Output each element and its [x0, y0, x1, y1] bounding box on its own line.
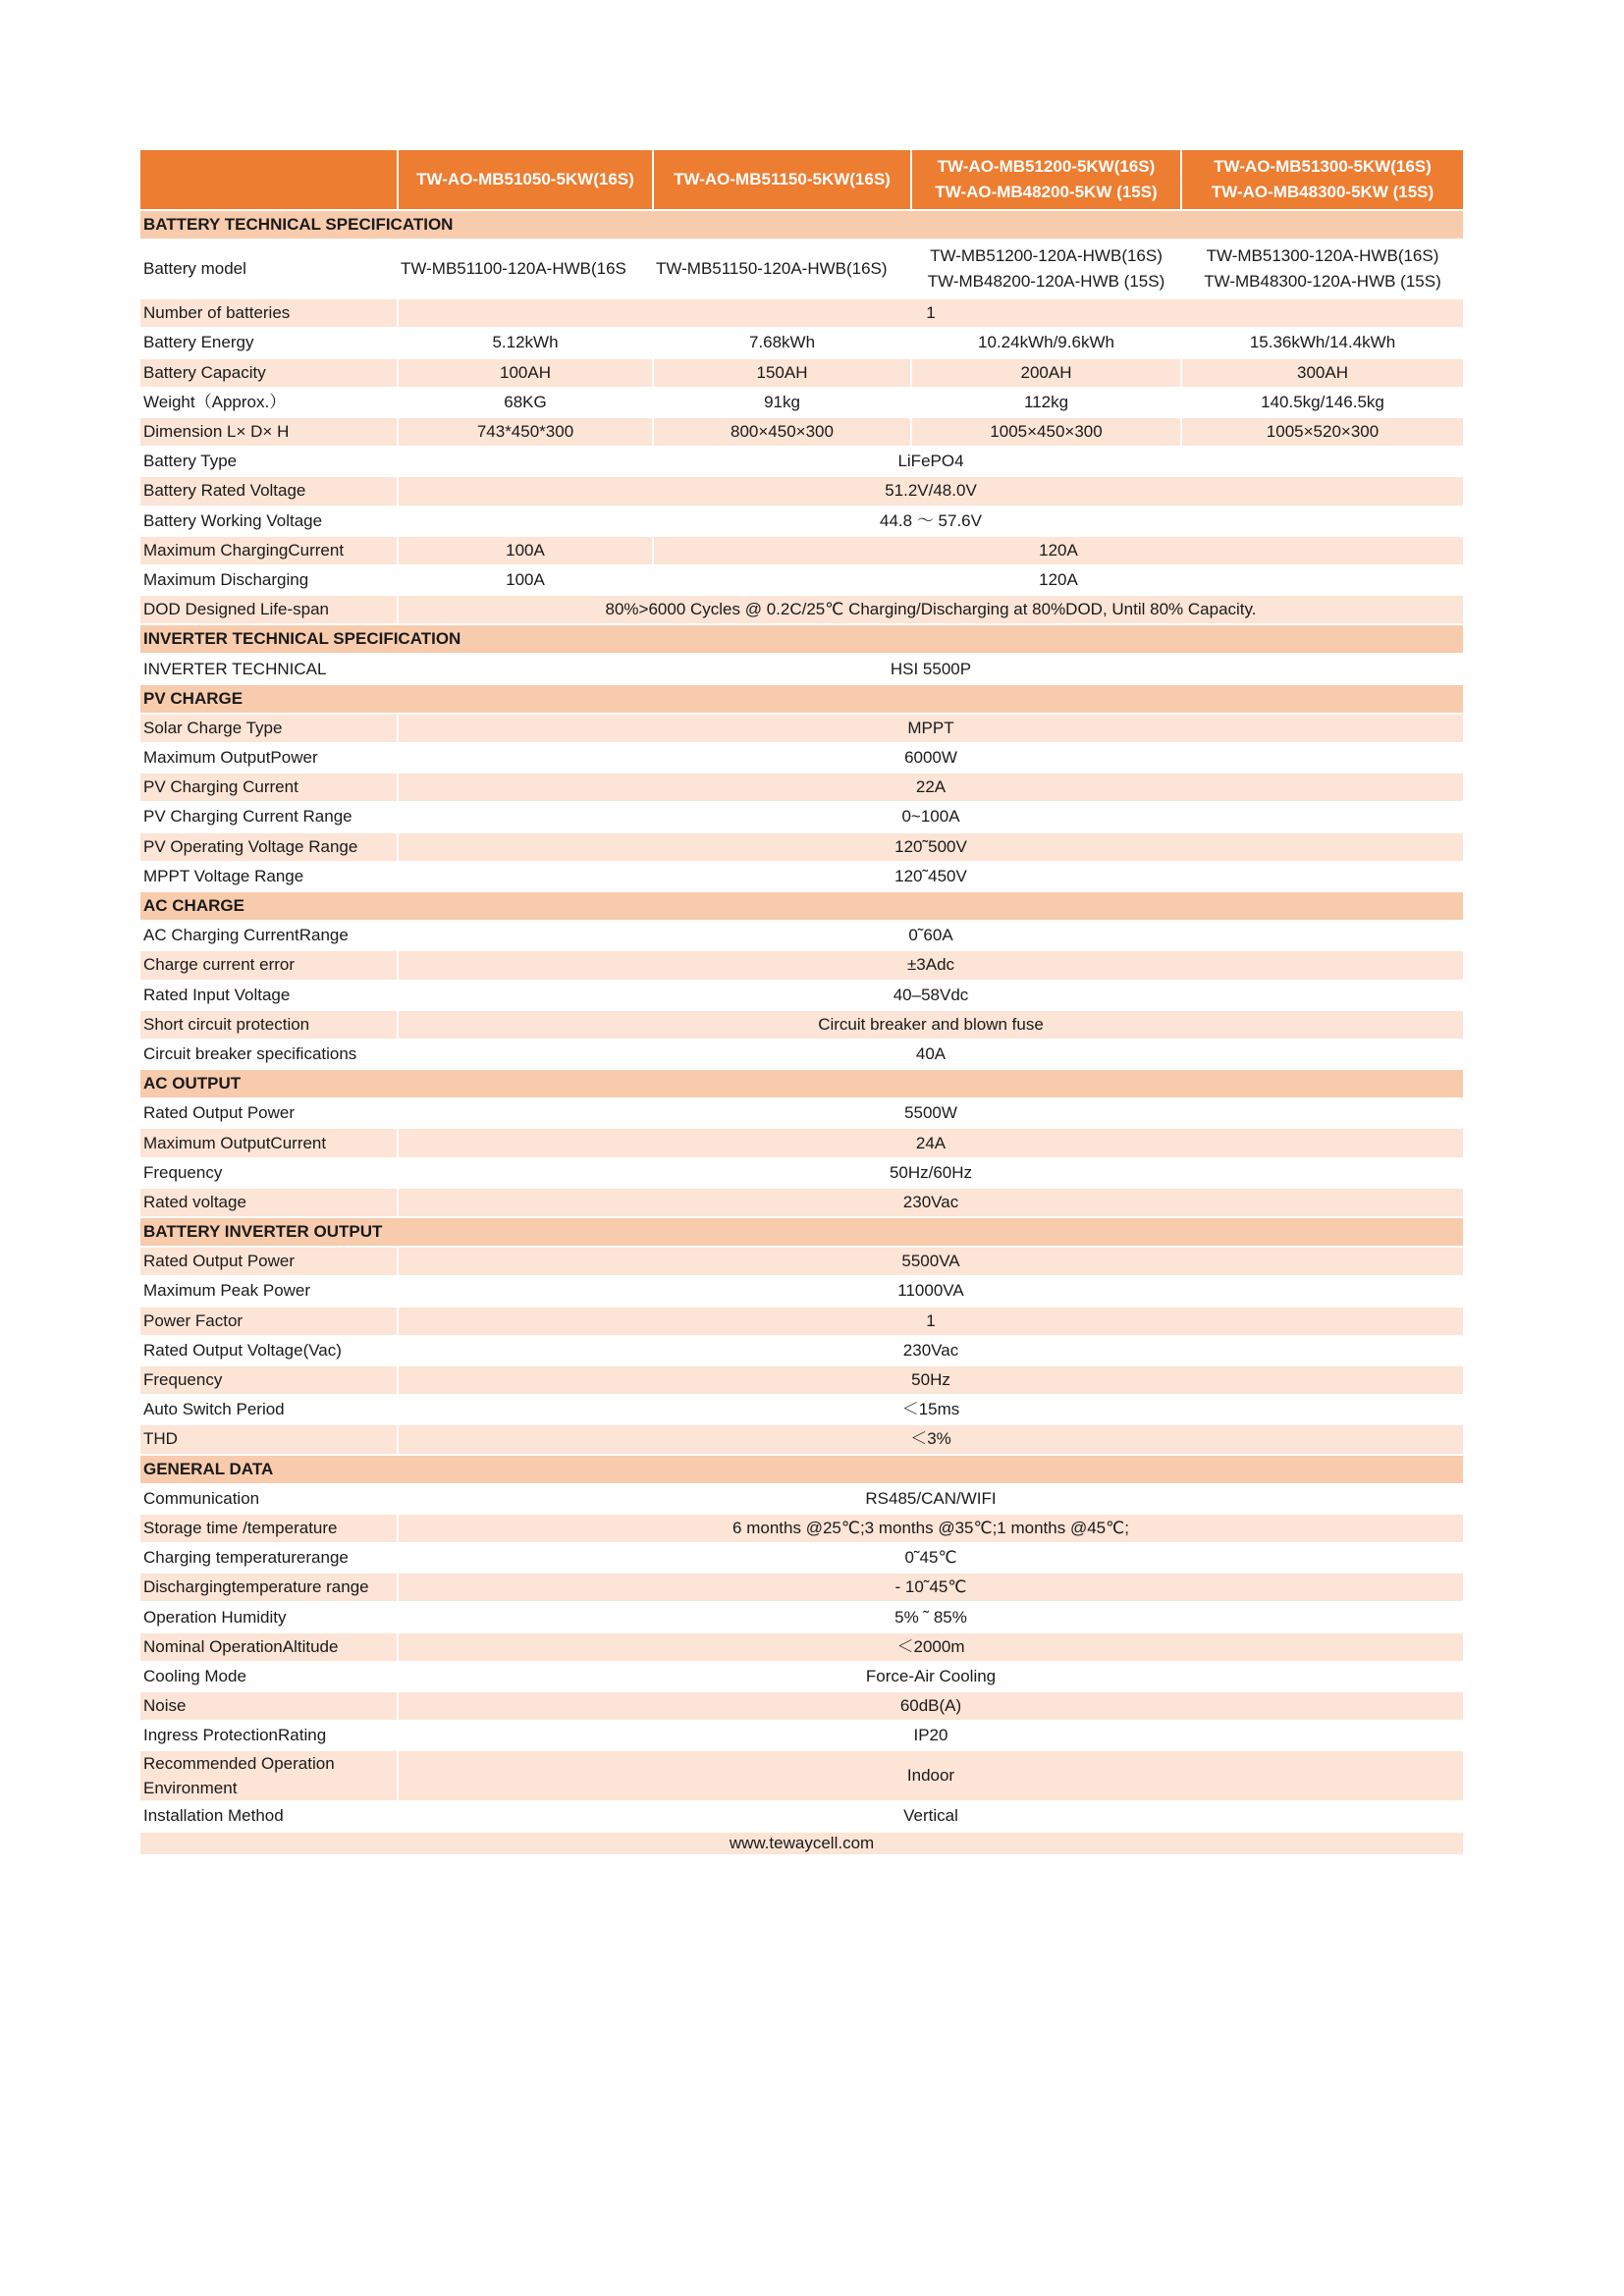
table-row [139, 388, 1464, 417]
row-label: PV Operating Voltage Range [139, 832, 398, 862]
row-label: Ingress ProtectionRating [139, 1721, 398, 1750]
row-value: 5500W [398, 1098, 1464, 1128]
row-value: 40–58Vdc [398, 981, 1464, 1010]
row-label: Operation Humidity [139, 1602, 398, 1631]
row-value: 230Vac [398, 1336, 1464, 1365]
table-row [139, 950, 1464, 980]
row-value: 120A [653, 536, 1464, 565]
spec-table [138, 148, 1465, 1856]
row-label: Nominal OperationAltitude [139, 1632, 398, 1662]
table-row [139, 1395, 1464, 1424]
section-title: AC OUTPUT [139, 1069, 1464, 1098]
row-value: 150AH [653, 358, 911, 388]
model-header-row [139, 149, 1464, 210]
section-header-general-data [139, 1455, 1464, 1484]
row-value: 100AH [398, 358, 653, 388]
table-row [139, 1158, 1464, 1188]
row-value: 11000VA [398, 1276, 1464, 1306]
row-value: 91kg [653, 388, 911, 417]
table-row [139, 1543, 1464, 1573]
table-row [139, 832, 1464, 862]
row-value: 0˜60A [398, 921, 1464, 950]
model-name-alt: TW-AO-MB48300-5KW (15S) [1211, 183, 1435, 201]
row-label: Rated Input Voltage [139, 981, 398, 1010]
table-row [139, 1801, 1464, 1831]
row-value: 120˜500V [398, 832, 1464, 862]
table-row [139, 714, 1464, 743]
battery-model-value: TW-MB51200-120A-HWB(16S) [930, 246, 1163, 266]
row-label: Battery Capacity [139, 358, 398, 388]
row-value: 51.2V/48.0V [398, 476, 1464, 506]
row-label: Frequency [139, 1158, 398, 1188]
row-value: Indoor [398, 1750, 1464, 1801]
row-label: Rated Output Power [139, 1098, 398, 1128]
row-label: Recommended Operation Environment [139, 1750, 398, 1801]
row-value: 6 months @25℃;3 months @35℃;1 months @45℃; [398, 1514, 1464, 1543]
row-label: PV Charging Current [139, 773, 398, 802]
website-link[interactable]: www.tewaycell.com [139, 1832, 1464, 1855]
table-row [139, 1336, 1464, 1365]
row-value: LiFePO4 [398, 447, 1464, 476]
row-value: 120˜450V [398, 862, 1464, 891]
table-row [139, 595, 1464, 624]
section-header-ac-charge [139, 891, 1464, 921]
row-value: 7.68kWh [653, 328, 911, 357]
row-value: 5% ˜ 85% [398, 1602, 1464, 1631]
table-row [139, 802, 1464, 831]
table-row [139, 1602, 1464, 1631]
row-value: 60dB(A) [398, 1691, 1464, 1721]
table-row [139, 1514, 1464, 1543]
row-label: Weight（Approx.） [139, 388, 398, 417]
table-row [139, 1098, 1464, 1128]
row-value: 50Hz [398, 1365, 1464, 1395]
section-title: PV CHARGE [139, 684, 1464, 714]
model-name: TW-AO-MB51050-5KW(16S) [416, 170, 634, 188]
row-value [1181, 240, 1464, 298]
row-value: 22A [398, 773, 1464, 802]
table-row [139, 862, 1464, 891]
row-value: - 10˜45℃ [398, 1573, 1464, 1602]
row-label: Charge current error [139, 950, 398, 980]
row-label: Short circuit protection [139, 1010, 398, 1040]
section-header-battery-inverter-output [139, 1217, 1464, 1247]
row-value: 120A [653, 565, 1464, 595]
row-value: 80%>6000 Cycles @ 0.2C/25℃ Charging/Discharging at 80%DOD, Until 80% Capacity. [398, 595, 1464, 624]
section-header-ac-output [139, 1069, 1464, 1098]
row-value: 40A [398, 1040, 1464, 1069]
table-row [139, 476, 1464, 506]
row-value: 0˜45℃ [398, 1543, 1464, 1573]
row-value: 112kg [911, 388, 1181, 417]
row-label: Noise [139, 1691, 398, 1721]
row-value: IP20 [398, 1721, 1464, 1750]
table-row [139, 565, 1464, 595]
row-value: ＜2000m [398, 1632, 1464, 1662]
table-row [139, 1128, 1464, 1157]
table-row [139, 507, 1464, 536]
row-label: Maximum OutputPower [139, 743, 398, 773]
row-label: Dimension L× D× H [139, 417, 398, 447]
table-row [139, 1276, 1464, 1306]
row-value: ＜15ms [398, 1395, 1464, 1424]
row-value: 140.5kg/146.5kg [1181, 388, 1464, 417]
row-value: 230Vac [398, 1188, 1464, 1217]
row-label: PV Charging Current Range [139, 802, 398, 831]
row-label: Storage time /temperature [139, 1514, 398, 1543]
table-row [139, 1632, 1464, 1662]
row-value: Circuit breaker and blown fuse [398, 1010, 1464, 1040]
row-value: 44.8 ～ 57.6V [398, 507, 1464, 536]
row-value: 800×450×300 [653, 417, 911, 447]
footer-row [139, 1832, 1464, 1855]
row-label: Cooling Mode [139, 1662, 398, 1691]
section-title: BATTERY TECHNICAL SPECIFICATION [139, 210, 1464, 240]
row-label: MPPT Voltage Range [139, 862, 398, 891]
section-title: INVERTER TECHNICAL SPECIFICATION [139, 624, 1464, 654]
row-value: 1 [398, 1307, 1464, 1336]
row-value: 50Hz/60Hz [398, 1158, 1464, 1188]
table-row [139, 298, 1464, 328]
row-label: Maximum Peak Power [139, 1276, 398, 1306]
row-value: 24A [398, 1128, 1464, 1157]
row-value: Force-Air Cooling [398, 1662, 1464, 1691]
row-value: Vertical [398, 1801, 1464, 1831]
model-name: TW-AO-MB51200-5KW(16S) [937, 157, 1156, 176]
table-row [139, 1307, 1464, 1336]
row-value: 1005×520×300 [1181, 417, 1464, 447]
section-header-pv-charge [139, 684, 1464, 714]
row-value: 1 [398, 298, 1464, 328]
row-value: MPPT [398, 714, 1464, 743]
table-row [139, 921, 1464, 950]
row-value: ＜3% [398, 1424, 1464, 1454]
row-label: Maximum ChargingCurrent [139, 536, 398, 565]
table-row [139, 417, 1464, 447]
battery-model-value: TW-MB51150-120A-HWB(16S) [656, 259, 888, 279]
row-label: Battery Rated Voltage [139, 476, 398, 506]
row-value: 5500VA [398, 1247, 1464, 1276]
table-row [139, 743, 1464, 773]
row-value: RS485/CAN/WIFI [398, 1484, 1464, 1514]
row-value [398, 240, 653, 298]
section-title: BATTERY INVERTER OUTPUT [139, 1217, 1464, 1247]
row-label: Maximum Discharging [139, 565, 398, 595]
row-label: Auto Switch Period [139, 1395, 398, 1424]
row-label: Number of batteries [139, 298, 398, 328]
table-row [139, 1662, 1464, 1691]
model-header-1 [398, 149, 653, 210]
battery-model-value-alt: TW-MB48200-120A-HWB (15S) [927, 272, 1165, 292]
row-value: 0~100A [398, 802, 1464, 831]
section-header-battery [139, 210, 1464, 240]
row-label: Frequency [139, 1365, 398, 1395]
row-label: Installation Method [139, 1801, 398, 1831]
battery-model-value-alt: TW-MB48300-120A-HWB (15S) [1204, 272, 1441, 292]
spec-sheet [138, 148, 1463, 1856]
row-label: Communication [139, 1484, 398, 1514]
table-row [139, 1010, 1464, 1040]
row-label: Rated voltage [139, 1188, 398, 1217]
row-label: DOD Designed Life-span [139, 595, 398, 624]
row-value: 100A [398, 565, 653, 595]
table-row [139, 1424, 1464, 1454]
model-name: TW-AO-MB51150-5KW(16S) [674, 170, 891, 188]
row-value: 10.24kWh/9.6kWh [911, 328, 1181, 357]
table-row [139, 1484, 1464, 1514]
table-row [139, 773, 1464, 802]
row-label: Dischargingtemperature range [139, 1573, 398, 1602]
row-value: 200AH [911, 358, 1181, 388]
row-label: INVERTER TECHNICAL [139, 654, 398, 683]
table-row [139, 240, 1464, 298]
row-value: 743*450*300 [398, 417, 653, 447]
table-row [139, 1040, 1464, 1069]
row-label: Battery Type [139, 447, 398, 476]
table-row [139, 1721, 1464, 1750]
row-label: Power Factor [139, 1307, 398, 1336]
row-value: 68KG [398, 388, 653, 417]
table-row [139, 536, 1464, 565]
row-label: Battery model [139, 240, 398, 298]
row-label: Rated Output Power [139, 1247, 398, 1276]
row-value [653, 240, 911, 298]
row-value: ±3Adc [398, 950, 1464, 980]
row-value [911, 240, 1181, 298]
row-value: 1005×450×300 [911, 417, 1181, 447]
table-row [139, 654, 1464, 683]
row-value: HSI 5500P [398, 654, 1464, 683]
table-row [139, 1691, 1464, 1721]
section-title: GENERAL DATA [139, 1455, 1464, 1484]
battery-model-value: TW-MB51300-120A-HWB(16S) [1206, 246, 1439, 266]
row-label: Solar Charge Type [139, 714, 398, 743]
row-label: AC Charging CurrentRange [139, 921, 398, 950]
row-label: Battery Working Voltage [139, 507, 398, 536]
section-title: AC CHARGE [139, 891, 1464, 921]
row-value: 300AH [1181, 358, 1464, 388]
model-name: TW-AO-MB51300-5KW(16S) [1214, 157, 1432, 176]
row-label: THD [139, 1424, 398, 1454]
table-row [139, 358, 1464, 388]
row-label: Charging temperaturerange [139, 1543, 398, 1573]
row-value: 5.12kWh [398, 328, 653, 357]
table-row [139, 1365, 1464, 1395]
table-row [139, 1247, 1464, 1276]
row-label: Maximum OutputCurrent [139, 1128, 398, 1157]
battery-model-value: TW-MB51100-120A-HWB(16S [401, 259, 626, 279]
table-row [139, 447, 1464, 476]
table-row [139, 1188, 1464, 1217]
model-name-alt: TW-AO-MB48200-5KW (15S) [935, 183, 1158, 201]
row-value: 6000W [398, 743, 1464, 773]
model-header-3 [911, 149, 1181, 210]
row-label: Circuit breaker specifications [139, 1040, 398, 1069]
row-label: Battery Energy [139, 328, 398, 357]
row-value: 100A [398, 536, 653, 565]
table-row [139, 328, 1464, 357]
table-row [139, 1750, 1464, 1801]
table-row [139, 981, 1464, 1010]
model-header-4 [1181, 149, 1464, 210]
section-header-inverter [139, 624, 1464, 654]
row-label: Rated Output Voltage(Vac) [139, 1336, 398, 1365]
header-blank-cell [139, 149, 398, 210]
table-row [139, 1573, 1464, 1602]
row-value: 15.36kWh/14.4kWh [1181, 328, 1464, 357]
model-header-2 [653, 149, 911, 210]
